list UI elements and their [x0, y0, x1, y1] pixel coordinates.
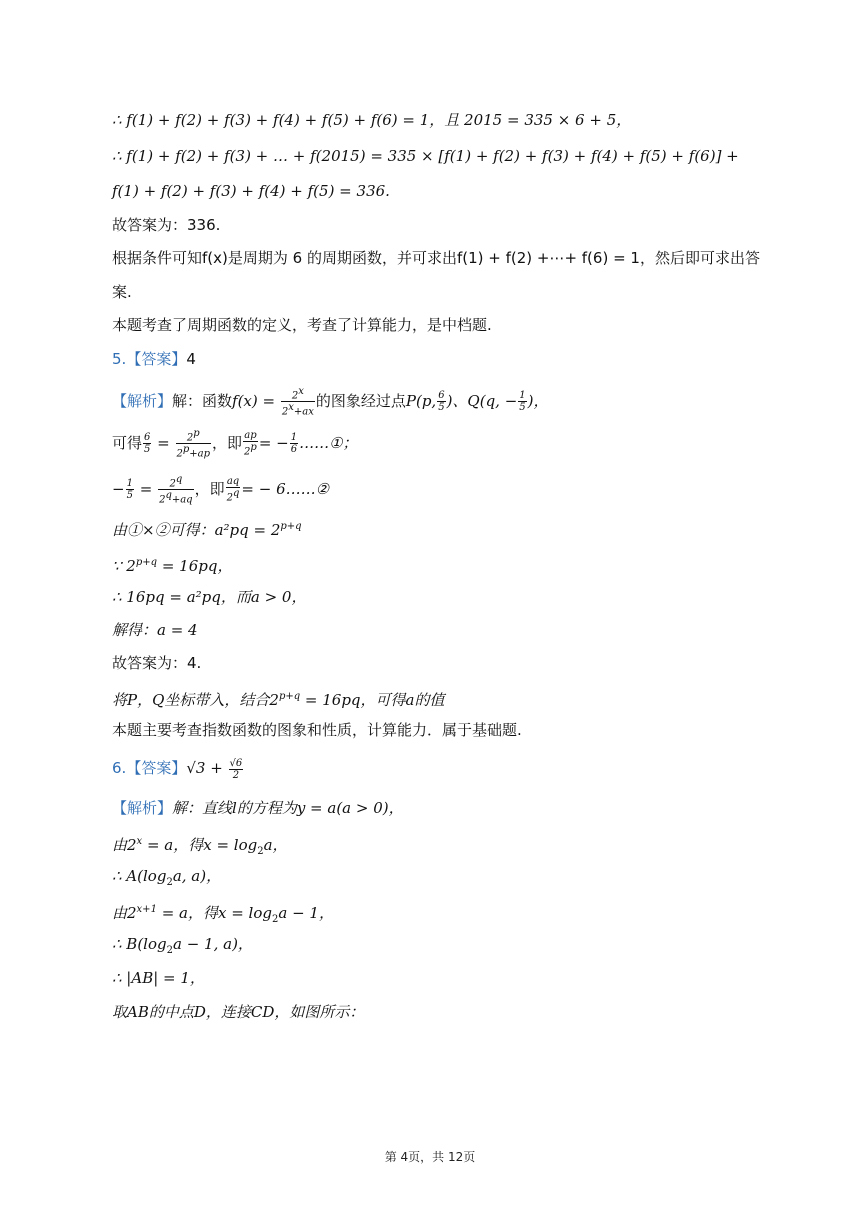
text: ……①； [299, 433, 358, 452]
superscript: x+1 [136, 904, 157, 915]
text-line [112, 281, 760, 303]
text: 由①×②可得：a²pq = 2 [112, 521, 281, 539]
superscript: x [136, 836, 143, 847]
text-line [112, 652, 760, 674]
text: 解：函数 [172, 391, 233, 410]
text: = − 6……② [241, 479, 330, 498]
text-line [112, 214, 760, 236]
text-line [112, 967, 760, 989]
math-text: f(1) + f(2) + f(3) + f(4) + f(5) = 336. [112, 182, 390, 200]
text: ∴ A(log [112, 867, 167, 885]
fraction: $\frac{2^x}{2^x+ax}$ [281, 386, 314, 418]
text: = a，得x = log [156, 904, 272, 922]
answer-value: 4 [186, 350, 196, 368]
subscript: 2 [257, 846, 264, 857]
text-line: 【解析】解：函数f(x) = $\frac{2^x}{2^x+ax}$ 的图象经过点P(p, $\frac{6}{5}$ )、Q(q, − $\frac{1}{5}$ )， [112, 386, 549, 418]
text: 取AB的中点D，连接CD，如图所示： [112, 1003, 365, 1021]
text-line [112, 619, 760, 641]
text: 可得 [112, 433, 143, 452]
text-line [112, 516, 760, 541]
fraction: $\frac{6}{5}$ [144, 432, 151, 456]
text: a − 1, a)， [173, 935, 253, 953]
text-line [112, 314, 760, 336]
text: 解：直线l的方程为y = a(a > 0)， [172, 799, 404, 817]
fraction: $\frac{2^q}{2^q+aq}$ [159, 474, 193, 506]
text-line [112, 145, 760, 167]
text: 由2 [112, 904, 137, 922]
text-line [112, 933, 760, 962]
subscript: 2 [166, 877, 173, 888]
text-line [112, 686, 760, 711]
text: 的图象经过点 [315, 391, 406, 410]
text: ，即 [212, 433, 243, 452]
math-text: ∴ f(1) + f(2) + f(3) + f(4) + f(5) + f(6) = 1，且 2015 = 335 × 6 + 5， [112, 111, 632, 129]
text-line [112, 831, 760, 863]
text: ∵ 2 [112, 557, 136, 575]
text: ∴ |AB| = 1， [112, 969, 205, 987]
text: = 16pq，可得a的值 [300, 691, 445, 709]
fraction: $\frac{1}{6}$ [290, 432, 298, 456]
text-line [112, 865, 760, 894]
answer-tag: 【答案】 [126, 350, 187, 368]
question-6-answer-line [112, 757, 760, 781]
text: a， [263, 836, 288, 854]
text: = 16pq， [157, 557, 233, 575]
text: ∴ 16pq = a²pq，而a > 0， [112, 588, 307, 606]
text: a − 1， [278, 904, 334, 922]
question-5-answer-line [112, 348, 760, 370]
superscript: p+q [280, 521, 302, 532]
text-line [112, 797, 760, 819]
comment-text: 本题主要考查指数函数的图象和性质，计算能力．属于基础题. [112, 721, 522, 739]
text: 由2 [112, 836, 137, 854]
text-line: − $\frac{1}{5}$ = $\frac{2^q}{2^q+aq}$ ，即 $\frac{aq}{2^q}$ = − 6……② [112, 474, 330, 506]
fraction: $\frac{2^p}{2^p+ap}$ [176, 428, 211, 460]
text-line [112, 899, 760, 931]
text: ∴ B(log [112, 935, 167, 953]
math-text: ∴ f(1) + f(2) + f(3) + … + f(2015) = 335 × [f(1) + f(2) + f(3) + f(4) + f(5) + f(6)] + [112, 147, 739, 165]
answer-statement: 故答案为：336. [112, 216, 221, 234]
analysis-tag: 【解析】 [112, 391, 173, 410]
text: a, a)， [172, 867, 222, 885]
text-line [112, 552, 760, 577]
text-line [112, 180, 760, 202]
text-line: 可得 $\frac{6}{5}$ = $\frac{2^p}{2^p+ap}$ ，即 $\frac{ap}{2^p}$ = − $\frac{1}{6}$ ……①； [112, 428, 358, 460]
superscript: p+q [135, 557, 158, 568]
text-line [112, 247, 760, 269]
question-number: 5. [112, 350, 127, 368]
text-line [112, 1001, 760, 1023]
text: 将P，Q坐标带入，结合2 [112, 691, 279, 709]
fraction: $\frac{6}{5}$ [438, 390, 445, 414]
subscript: 2 [271, 914, 279, 925]
superscript: p+q [278, 691, 301, 702]
analysis-text: 根据条件可知f(x)是周期为 6 的周期函数，并可求出f(1) + f(2) +⋯+ f(6) = 1，然后即可求出答 [112, 249, 760, 267]
question-number: 6. [112, 759, 127, 777]
text-line [112, 586, 760, 608]
comment-text: 本题考查了周期函数的定义，考查了计算能力，是中档题. [112, 316, 492, 334]
page-footer: 第 4页，共 12页 [384, 1150, 476, 1164]
analysis-text: 案. [112, 283, 132, 301]
text: 解得：a = 4 [112, 621, 198, 639]
subscript: 2 [166, 945, 173, 956]
fraction: $\frac{aq}{2^q}$ [226, 476, 240, 504]
answer-value: √3 + [186, 759, 228, 777]
answer-tag: 【答案】 [126, 759, 187, 777]
fraction: $\frac{ap}{2^p}$ [244, 430, 257, 458]
fraction: $\frac{1}{5}$ [519, 390, 526, 414]
analysis-tag: 【解析】 [112, 799, 173, 817]
text: ，即 [194, 479, 225, 498]
text-line [112, 109, 760, 131]
text-line [112, 719, 760, 741]
fraction: $\frac{√6}{2}$ [229, 757, 243, 781]
fraction: $\frac{1}{5}$ [126, 478, 133, 502]
text: = a，得x = log [142, 836, 258, 854]
answer-statement: 故答案为：4. [112, 654, 202, 672]
